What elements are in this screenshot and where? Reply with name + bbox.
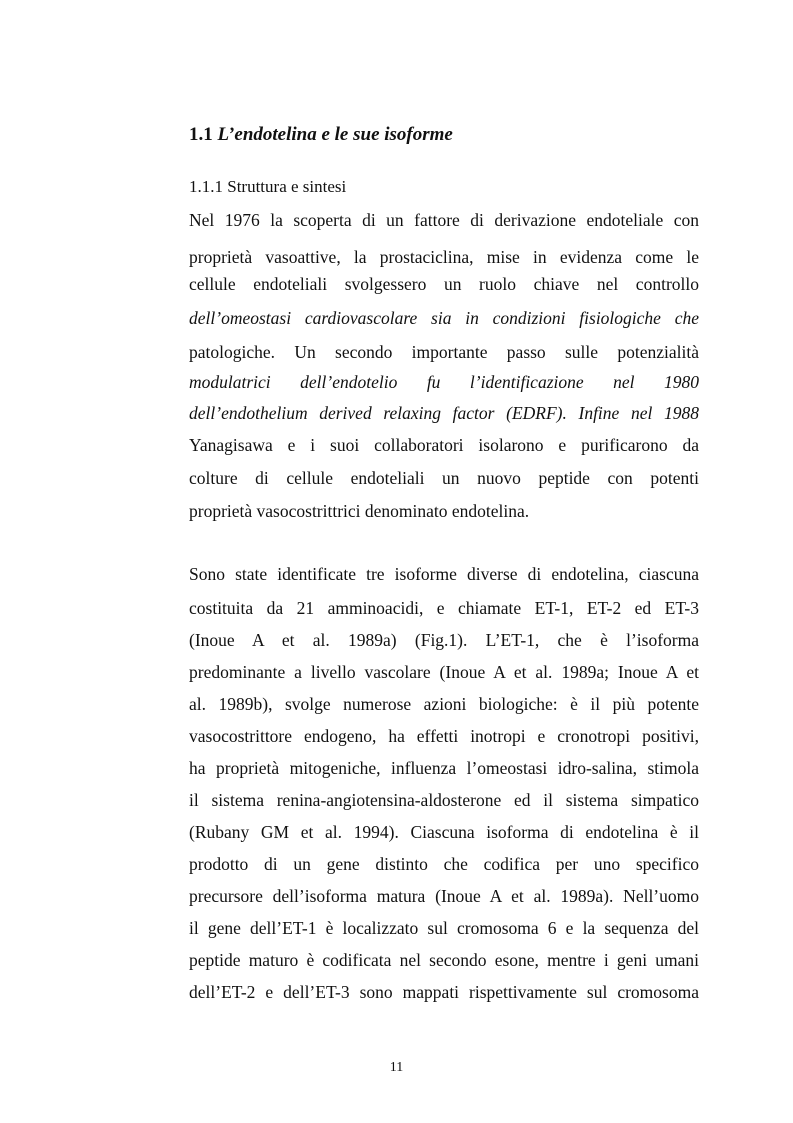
- section-title: L’endotelina e le sue isoforme: [217, 124, 453, 145]
- paragraph2-line: (Rubany GM et al. 1994). Ciascuna isoforma di endotelina è il: [189, 822, 699, 842]
- paragraph2-line: costituita da 21 amminoacidi, e chiamate ET-1, ET-2 ed ET-3: [189, 598, 699, 618]
- paragraph1-line: cellule endoteliali svolgessero un ruolo chiave nel controllo: [189, 274, 699, 294]
- paragraph2-line: (Inoue A et al. 1989a) (Fig.1). L’ET-1, che è l’isoforma: [189, 630, 699, 650]
- paragraph2-line: il gene dell’ET-1 è localizzato sul cromosoma 6 e la sequenza del: [189, 918, 699, 938]
- section-heading: [189, 124, 453, 146]
- paragraph2-line: peptide maturo è codificata nel secondo esone, mentre i geni umani: [189, 950, 699, 970]
- paragraph1-line: proprietà vasocostrittrici denominato endotelina.: [189, 501, 530, 521]
- paragraph1-line: dell’omeostasi cardiovascolare sia in condizioni fisiologiche che: [189, 308, 699, 328]
- paragraph2-line: predominante a livello vascolare (Inoue A et al. 1989a; Inoue A et: [189, 662, 699, 682]
- paragraph2-line: Sono state identificate tre isoforme diverse di endotelina, ciascuna: [189, 564, 699, 584]
- paragraph1-line: Nel 1976 la scoperta di un fattore di derivazione endoteliale con: [189, 210, 699, 230]
- paragraph1-line: dell’endothelium derived relaxing factor (EDRF). Infine nel 1988: [189, 403, 699, 423]
- paragraph2-line: ha proprietà mitogeniche, influenza l’omeostasi idro-salina, stimola: [189, 758, 699, 778]
- paragraph2-line: il sistema renina-angiotensina-aldosterone ed il sistema simpatico: [189, 790, 699, 810]
- paragraph2-line: prodotto di un gene distinto che codifica per uno specifico: [189, 854, 699, 874]
- paragraph1-line: colture di cellule endoteliali un nuovo peptide con potenti: [189, 468, 699, 488]
- paragraph1-line: Yanagisawa e i suoi collaboratori isolarono e purificarono da: [189, 435, 699, 455]
- page-number: 11: [389, 1060, 404, 1075]
- subsection-heading: 1.1.1 Struttura e sintesi: [189, 177, 347, 196]
- paragraph2-line: precursore dell’isoforma matura (Inoue A et al. 1989a). Nell’uomo: [189, 886, 699, 906]
- paragraph1-line: patologiche. Un secondo importante passo sulle potenzialità: [189, 342, 699, 362]
- paragraph1-line: modulatrici dell’endotelio fu l’identificazione nel 1980: [189, 372, 699, 392]
- paragraph2-line: dell’ET-2 e dell’ET-3 sono mappati rispettivamente sul cromosoma: [189, 982, 699, 1002]
- paragraph2-line: al. 1989b), svolge numerose azioni biologiche: è il più potente: [189, 694, 699, 714]
- paragraph2-line: vasocostrittore endogeno, ha effetti inotropi e cronotropi positivi,: [189, 726, 699, 746]
- paragraph1-line: proprietà vasoattive, la prostaciclina, mise in evidenza come le: [189, 247, 699, 267]
- section-number: 1.1: [189, 124, 213, 145]
